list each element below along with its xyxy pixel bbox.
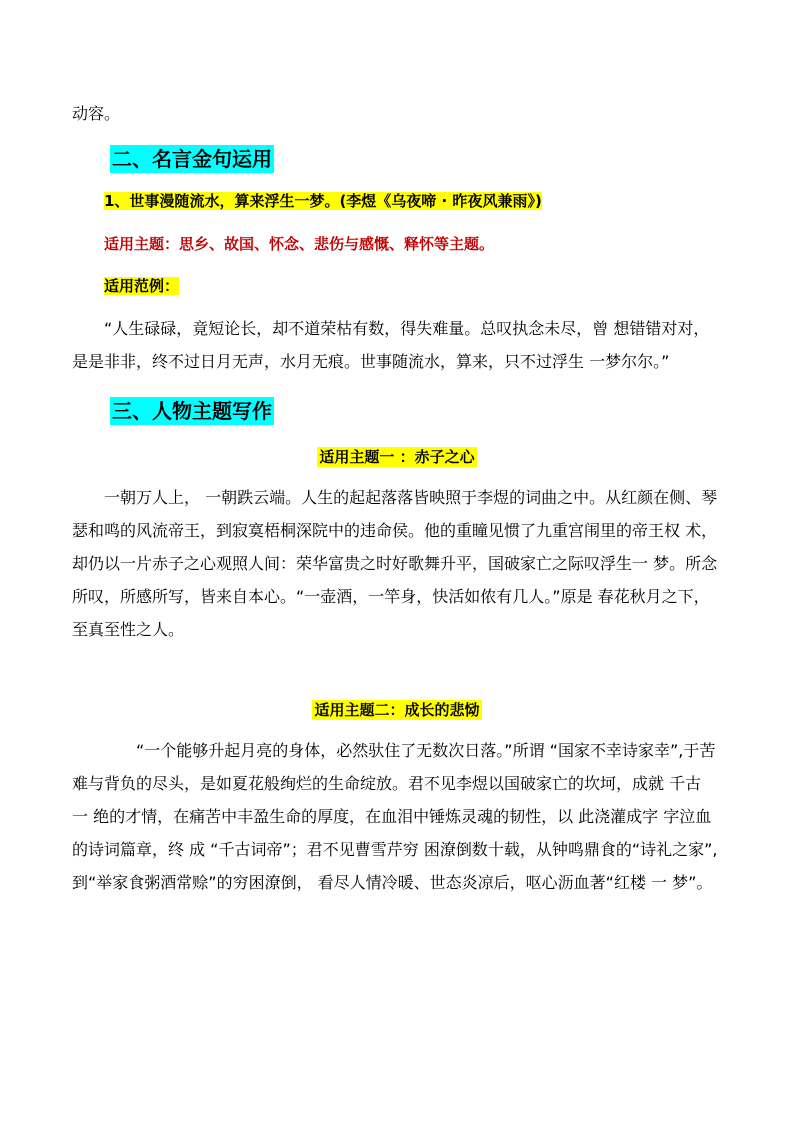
theme-label: 适用主题：思乡、故国、怀念、悲伤与感慨、释怀等主题。 — [104, 235, 495, 253]
theme1-title-wrap — [0, 446, 794, 467]
quote-title-wrap — [104, 191, 542, 211]
continuation-text: 动容。 — [72, 104, 121, 123]
example-label-wrap — [104, 276, 179, 296]
section3-heading: 三、人物主题写作 — [112, 399, 272, 423]
example-paragraph: “人生碌碌，竟短论长，却不道荣枯有数，得失难量。总叹执念未尽，曾 想错错对对，是是非非，终不过日月无声，水月无痕。世事随流水，算来，只不过浮生 一梦尔尔。” — [72, 319, 710, 371]
theme1-paragraph: 一朝万人上， 一朝跌云端。人生的起起落落皆映照于李煜的词曲之中。从红颜在侧、琴瑟和鸣的风流帝王，到寂寞梧桐深院中的违命侯。他的重瞳见惯了九重宫闱里的帝王权 术，却仍以一片赤子之心观照人间：荣华富贵之时好歌舞升平，国破家亡之际叹浮生一 梦。所念所叹，所感所写，皆来自本心。“一壶酒，一竿身，快活如侬有几人。”原是 春花秋月之下，至真至性之人。 — [72, 488, 718, 639]
section2-heading-wrap — [110, 146, 274, 172]
section2-heading: 二、名言金句运用 — [112, 147, 272, 171]
example-label: 适用范例： — [104, 277, 180, 295]
theme2-title-wrap — [0, 699, 794, 720]
theme2-title: 适用主题二：成长的悲恸 — [314, 701, 480, 719]
theme1-title: 适用主题一 ：赤子之心 — [319, 448, 475, 466]
quote-title: 1、世事漫随流水，算来浮生一梦。(李煜《乌夜啼 · 昨夜风兼雨》) — [104, 192, 542, 210]
section3-heading-wrap — [110, 398, 274, 424]
theme2-paragraph: “一个能够升起月亮的身体，必然驮住了无数次日落。”所谓 “国家不幸诗家幸”,于苦难与背负的尽头，是如夏花般绚烂的生命绽放。君不见李煜以国破家亡的坎坷，成就 千古 一 绝的才情，在痛苦中丰盈生命的厚度，在血泪中锤炼灵魂的韧性，以 此浇灌成字 字泣血的诗词篇章，终 成 “千古词帝”；君不见曹雪芹穷 困潦倒数十载，从钟鸣鼎食的“诗礼之家”,到“举家食粥酒常赊”的穷困潦倒， 看尽人情冷暖、世态炎凉后，呕心沥血著“红楼 一 梦”。 — [72, 741, 718, 892]
